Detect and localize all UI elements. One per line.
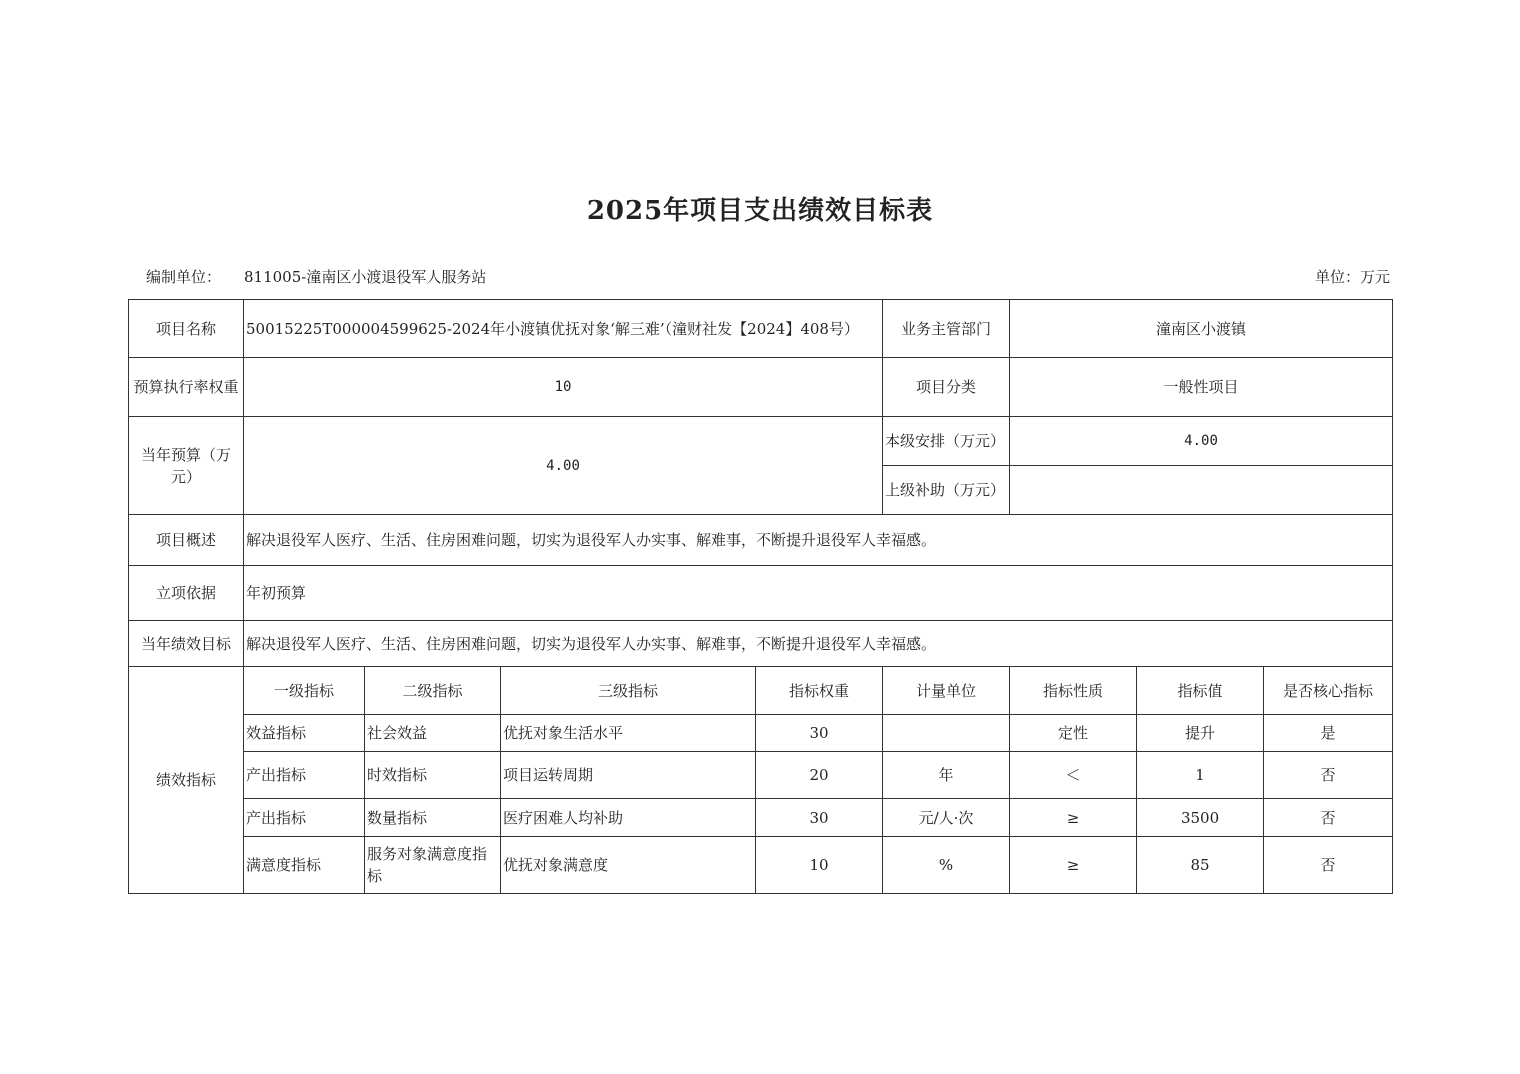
core-indicator: 否	[1264, 752, 1393, 799]
indicator-unit	[883, 715, 1010, 752]
core-indicator: 否	[1264, 837, 1393, 894]
indicator-value: 1	[1137, 752, 1264, 799]
level1-indicator: 产出指标	[244, 799, 365, 837]
indicator-value: 85	[1137, 837, 1264, 894]
project-name-label: 项目名称	[129, 300, 244, 358]
weight-value: 10	[244, 358, 883, 417]
indicator-nature: ≥	[1010, 837, 1137, 894]
level3-indicator: 优抚对象生活水平	[501, 715, 756, 752]
indicators-section-label: 绩效指标	[129, 667, 244, 894]
core-indicator: 是	[1264, 715, 1393, 752]
column-header: 一级指标	[244, 667, 365, 715]
level1-indicator: 满意度指标	[244, 837, 365, 894]
annual-goal-value: 解决退役军人医疗、生活、住房困难问题，切实为退役军人办实事、解难事，不断提升退役军人幸福感。	[244, 621, 1393, 667]
dept-label: 业务主管部门	[883, 300, 1010, 358]
dept-value: 潼南区小渡镇	[1010, 300, 1393, 358]
local-allocation-value: 4.00	[1010, 417, 1393, 466]
basis-label: 立项依据	[129, 566, 244, 621]
column-header: 是否核心指标	[1264, 667, 1393, 715]
indicator-value: 3500	[1137, 799, 1264, 837]
indicator-unit: %	[883, 837, 1010, 894]
annual-goal-label: 当年绩效目标	[129, 621, 244, 667]
category-label: 项目分类	[883, 358, 1010, 417]
superior-subsidy-value	[1010, 466, 1393, 515]
weight-label: 预算执行率权重	[129, 358, 244, 417]
column-header: 指标性质	[1010, 667, 1137, 715]
local-allocation-label: 本级安排（万元）	[883, 417, 1010, 466]
table-row	[129, 752, 1393, 799]
column-header: 指标权重	[756, 667, 883, 715]
level3-indicator: 优抚对象满意度	[501, 837, 756, 894]
level2-indicator: 服务对象满意度指标	[365, 837, 501, 894]
level3-indicator: 项目运转周期	[501, 752, 756, 799]
indicator-weight: 30	[756, 715, 883, 752]
indicator-weight: 10	[756, 837, 883, 894]
indicator-weight: 20	[756, 752, 883, 799]
compiling-unit-label: 编制单位：	[146, 268, 222, 286]
performance-target-table	[128, 299, 1393, 894]
compiling-unit-value: 811005-潼南区小渡退役军人服务站	[244, 268, 487, 286]
level2-indicator: 数量指标	[365, 799, 501, 837]
indicator-nature: ≥	[1010, 799, 1137, 837]
column-header: 三级指标	[501, 667, 756, 715]
indicator-value: 提升	[1137, 715, 1264, 752]
column-header: 二级指标	[365, 667, 501, 715]
table-row	[129, 799, 1393, 837]
overview-label: 项目概述	[129, 515, 244, 566]
level2-indicator: 社会效益	[365, 715, 501, 752]
indicator-weight: 30	[756, 799, 883, 837]
indicator-nature: 定性	[1010, 715, 1137, 752]
level1-indicator: 产出指标	[244, 752, 365, 799]
overview-value: 解决退役军人医疗、生活、住房困难问题，切实为退役军人办实事、解难事，不断提升退役军人幸福感。	[244, 515, 1393, 566]
indicator-unit: 年	[883, 752, 1010, 799]
table-row	[129, 837, 1393, 894]
indicator-unit: 元/人·次	[883, 799, 1010, 837]
category-value: 一般性项目	[1010, 358, 1393, 417]
core-indicator: 否	[1264, 799, 1393, 837]
level3-indicator: 医疗困难人均补助	[501, 799, 756, 837]
level1-indicator: 效益指标	[244, 715, 365, 752]
project-name-value: 50015225T000004599625-2024年小渡镇优抚对象‘解三难’（潼财社发【2024】408号）	[244, 300, 883, 358]
indicator-nature: ＜	[1010, 752, 1137, 799]
basis-value: 年初预算	[244, 566, 1393, 621]
superior-subsidy-label: 上级补助（万元）	[883, 466, 1010, 515]
column-header: 指标值	[1137, 667, 1264, 715]
budget-value: 4.00	[244, 417, 883, 515]
table-row	[129, 715, 1393, 752]
budget-label: 当年预算（万元）	[129, 417, 244, 515]
page-title: 2025年项目支出绩效目标表	[586, 196, 934, 226]
column-header: 计量单位	[883, 667, 1010, 715]
level2-indicator: 时效指标	[365, 752, 501, 799]
currency-unit: 单位：万元	[1314, 268, 1390, 286]
